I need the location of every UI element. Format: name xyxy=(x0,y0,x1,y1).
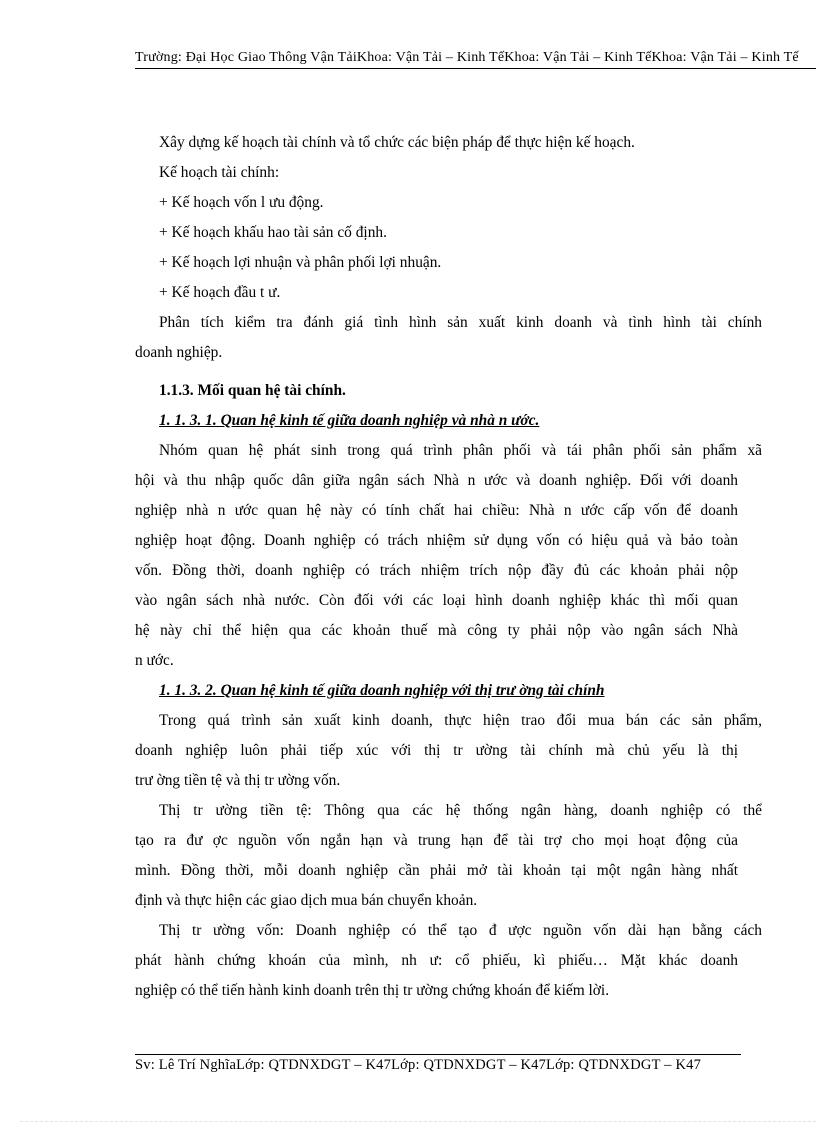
paragraph-line: vào ngân sách nhà nước. Còn đối với các loại hình doanh nghiệp khác thì mối quan xyxy=(135,592,738,609)
paragraph-line: hệ này chỉ thể hiện qua các khoản thuế mà công ty phải nộp vào ngân sách Nhà xyxy=(135,622,738,639)
list-item: + Kế hoạch vốn l ưu động. xyxy=(159,194,324,211)
paragraph-line: Thị tr ường tiền tệ: Thông qua các hệ thống ngân hàng, doanh nghiệp có thể xyxy=(159,802,762,819)
paragraph-line: Phân tích kiểm tra đánh giá tình hình sản xuất kinh doanh và tình hình tài chính xyxy=(159,314,762,331)
subsection-heading xyxy=(135,406,762,436)
paragraph-line: Trong quá trình sản xuất kinh doanh, thực hiện trao đổi mua bán các sản phẩm, xyxy=(159,712,762,729)
subsection-heading xyxy=(135,676,762,706)
paragraph-line: doanh nghiệp luôn phải tiếp xúc với thị tr ường tài chính mà chủ yếu là thị xyxy=(135,742,738,759)
header-rule xyxy=(135,68,816,69)
paragraph-line: doanh nghiệp. xyxy=(135,344,223,361)
paragraph-line: trư ờng tiền tệ và thị tr ường vốn. xyxy=(135,772,341,789)
paragraph-line: nghiệp nhà n ước quan hệ này có tính chất hai chiều: Nhà n ước cấp vốn để doanh xyxy=(135,502,738,519)
subsection-heading-text: 1. 1. 3. 2. Quan hệ kinh tế giữa doanh nghiệp với thị trư ờng tài chính xyxy=(159,682,605,699)
page-header: Trường: Đại Học Giao Thông Vận TảiKhoa: Vận Tải – Kinh TếKhoa: Vận Tải – Kinh TếKhoa: Vận Tải – Kinh Tế xyxy=(135,50,799,65)
paragraph-line: tạo ra đư ợc nguồn vốn ngắn hạn và trung hạn để tài trợ cho mọi hoạt động của xyxy=(135,832,738,849)
paragraph-line: vốn. Đồng thời, doanh nghiệp có trách nhiệm trích nộp đầy đủ các khoản phải nộp xyxy=(135,562,738,579)
page-edge xyxy=(20,1121,816,1122)
paragraph-line: Xây dựng kế hoạch tài chính và tổ chức các biện pháp để thực hiện kế hoạch. xyxy=(159,134,635,151)
paragraph-line: định và thực hiện các giao dịch mua bán chuyển khoản. xyxy=(135,892,478,909)
paragraph-line: nghiệp hoạt động. Doanh nghiệp có trách nhiệm sử dụng vốn có hiệu quả và bảo toàn xyxy=(135,532,738,549)
paragraph-line: Kế hoạch tài chính: xyxy=(159,164,280,181)
subsection-heading-text: 1. 1. 3. 1. Quan hệ kinh tế giữa doanh nghiệp và nhà n ước. xyxy=(159,412,540,429)
section-heading: 1.1.3. Mối quan hệ tài chính. xyxy=(159,382,346,399)
list-item: + Kế hoạch đầu t ư. xyxy=(159,284,281,301)
paragraph-line: nghiệp có thể tiến hành kinh doanh trên thị tr ường chứng khoán để kiếm lời. xyxy=(135,982,610,999)
page-footer: Sv: Lê Trí NghĩaLớp: QTDNXDGT – K47Lớp: QTDNXDGT – K47Lớp: QTDNXDGT – K47 xyxy=(135,1057,702,1073)
paragraph-line: hội và thu nhập quốc dân giữa ngân sách Nhà n ước và doanh nghiệp. Đối với doanh xyxy=(135,472,738,489)
paragraph-line: Nhóm quan hệ phát sinh trong quá trình phân phối và tái phân phối sản phẩm xã xyxy=(159,442,762,459)
paragraph-line: n ước. xyxy=(135,652,174,669)
footer-rule xyxy=(135,1054,741,1055)
paragraph-line: Thị tr ường vốn: Doanh nghiệp có thể tạo đ ược nguồn vốn dài hạn bằng cách xyxy=(159,922,762,939)
paragraph-line: phát hành chứng khoán của mình, nh ư: cổ phiếu, kì phiếu… Mặt khác doanh xyxy=(135,952,738,969)
list-item: + Kế hoạch khấu hao tài sản cố định. xyxy=(159,224,387,241)
list-item: + Kế hoạch lợi nhuận và phân phối lợi nhuận. xyxy=(159,254,442,271)
paragraph-line: mình. Đồng thời, mỗi doanh nghiệp cần phải mở tài khoản tại một ngân hàng nhất xyxy=(135,862,738,879)
